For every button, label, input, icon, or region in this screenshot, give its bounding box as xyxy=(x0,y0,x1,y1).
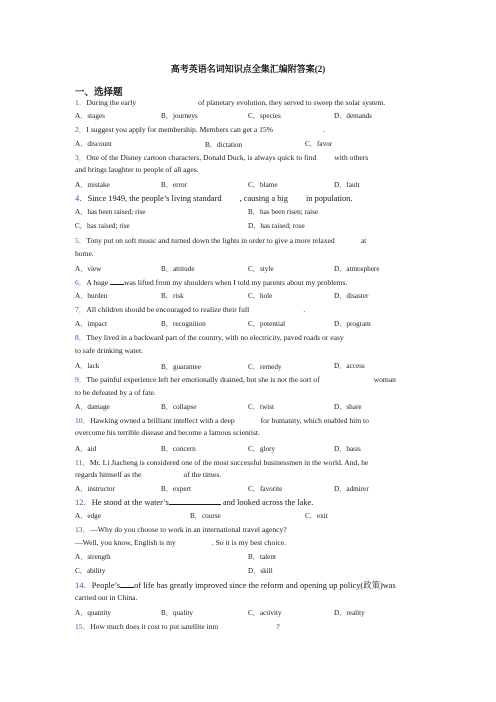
option-b: B．recognition xyxy=(161,320,206,328)
section-heading: 一、选择题 xyxy=(75,88,123,98)
document-title: 高考英语名词知识点全集汇编附答案(2) xyxy=(170,64,326,74)
option-d: D．access xyxy=(334,362,365,370)
question-4: 4．Since 1949, the people’s living standard , causing a big in population. xyxy=(75,194,353,203)
option-b: B．concern xyxy=(161,445,196,453)
option-d: D．disaster xyxy=(334,292,369,300)
option-c: C．activity xyxy=(248,609,282,617)
option-d: D．admirer xyxy=(334,485,369,493)
option-a: A．has been raised; rise xyxy=(75,208,146,216)
option-c: C．exit xyxy=(305,512,328,520)
question-11: 11．Mr. Li Jiacheng is considered one of the most successful businessmen in the world. And, he xyxy=(75,458,369,467)
option-d: D．has raised; rose xyxy=(248,222,305,230)
option-b: B．expert xyxy=(161,485,191,493)
question-10: 10．Hawking owned a brilliant intellect with a deep for humanity, which enabled him to xyxy=(75,416,369,425)
option-c: C．remedy xyxy=(248,363,282,371)
option-a: A．instructor xyxy=(75,485,115,493)
option-b: B．guarantee xyxy=(161,363,201,371)
option-a: A．view xyxy=(75,265,102,273)
question-2: 2．I suggest you apply for membership. Members can get a 15% . xyxy=(75,125,325,134)
option-b: B．attitude xyxy=(161,265,195,273)
option-c: C．twist xyxy=(248,403,274,411)
option-a: A．aid xyxy=(75,445,97,453)
option-a: A．discount xyxy=(75,140,112,148)
question-number: 1． xyxy=(75,98,87,107)
option-c: C．glory xyxy=(248,445,276,453)
option-c: C．ability xyxy=(75,567,106,575)
option-d: D．share xyxy=(334,403,362,411)
option-c: C．potential xyxy=(248,320,286,328)
question-13: 13．—Why do you choose to work in an international travel agency? xyxy=(75,525,287,534)
option-c: C．blame xyxy=(248,181,278,189)
option-a: A．lack xyxy=(75,362,100,370)
option-c: C．species xyxy=(248,112,281,120)
question-9: 9．The painful experience left her emotionally drained, but she is not the sort of woman xyxy=(75,375,396,384)
option-d: D．basis xyxy=(334,445,361,453)
option-b: B．quality xyxy=(161,609,193,617)
question-6: 6．A huge was lifted from my shoulders when I told my parents about my problems. xyxy=(75,278,348,287)
option-c: C．favor xyxy=(305,140,333,148)
option-d: D．reality xyxy=(334,609,365,617)
option-c: C．style xyxy=(248,265,274,273)
option-a: A．mistake xyxy=(75,181,110,189)
option-a: A．stages xyxy=(75,112,105,120)
option-a: A．burden xyxy=(75,292,108,300)
question-3: 3．One of the Disney cartoon characters, Donald Duck, is always quick to find with others xyxy=(75,153,369,162)
option-a: A．damage xyxy=(75,403,110,411)
question-1: 1．During the early of planetary evolution, they served to sweep the solar system. xyxy=(75,98,386,107)
option-a: A．edge xyxy=(75,512,101,520)
option-b: B．dictation xyxy=(205,141,243,149)
option-d: D．atmosphere xyxy=(334,265,380,273)
question-14: 14．People’s of life has greatly improved since the reform and opening up policy(政策)was xyxy=(75,581,396,590)
option-c: C．hole xyxy=(248,292,273,300)
document-page: 高考英语名词知识点全集汇编附答案(2) 一、选择题 1．During the early of planetary evolution, they served to sweep the solar system. A．stages B．journeys C．species D．demands 2．I suggest you apply for membership. Members can get a 15% . A．discount B．dictation C．favor 3．One of the Disney cartoon characters, Donald Duck, is always quick to find with others and brings laughter to people of all ages. A．mistake B．error C．blame D．fault 4．Since 1949, the people’s living standard , causing a big in population. A．has been raised; rise B．has been risen; raise C．has raised; rise D．has raised; rose 5．Tony put on soft music and turned down the lights in order to give a more relaxed at home. A．view B．attitude C．style D．atmosphere 6．A huge was lifted from my shoulders when I told my parents about my problems. A．burden B．risk C．hole D．disaster 7．All children should be encouraged to realize their full . A．impact B．recognition C．potential D．program 8．They lived in a backward part of the country, with no electricity, paved roads or easy to safe drinking water. A．lack B．guarantee C．remedy D．access 9．The painful experience left her emotionally drained, but she is not the sort of woman to be defeated by a of fate. A．damage B．collapse C．twist D．share 10．Hawking owned a brilliant intellect with a deep for humanity, which enabled him to overcome his terrible disease and become a famous scientist. A．aid B．concern C．glory D．basis 11．Mr. Li Jiacheng is considered one of the most successful businessmen in the world. And, he regards himself as the of the times. A．instructor B．expert C．favorite D．admirer 12．He stood at the water’s and looked across the lake. A．edge B．course C．exit 13．—Why do you choose to work in an international travel agency? —Well, you know, English is my . So it is my best choice. A．strength B．talent C．ability D．skill 14．People’s of life has greatly improved since the reform and opening up policy(政策)was carried out in China. A．quantity B．quality C．activity D．reality 15．How much does it cost to put satellite into ? xyxy=(0,0,496,702)
option-b: B．journeys xyxy=(161,112,198,120)
question-12: 12．He stood at the water’s and looked across the lake. xyxy=(75,498,314,507)
option-d: D．skill xyxy=(248,567,273,575)
option-b: B．risk xyxy=(161,292,184,300)
option-d: D．demands xyxy=(334,112,372,120)
question-7: 7．All children should be encouraged to realize their full . xyxy=(75,305,306,314)
option-b: B．error xyxy=(161,181,187,189)
option-d: D．fault xyxy=(334,181,360,189)
question-15: 15．How much does it cost to put satellite into ? xyxy=(75,622,280,631)
option-c: C．favorite xyxy=(248,485,283,493)
option-c: C．has raised; rise xyxy=(75,222,130,230)
question-8: 8．They lived in a backward part of the country, with no electricity, paved roads or easy xyxy=(75,333,344,342)
option-a: A．impact xyxy=(75,320,107,328)
option-b: B．has been risen; raise xyxy=(248,208,319,216)
option-a: A．strength xyxy=(75,553,111,561)
option-a: A．quantity xyxy=(75,609,111,617)
option-b: B．course xyxy=(190,512,221,520)
question-5: 5．Tony put on soft music and turned down the lights in order to give a more relaxed at xyxy=(75,236,367,245)
option-d: D．program xyxy=(334,320,371,328)
option-b: B．collapse xyxy=(161,403,197,411)
option-b: B．talent xyxy=(248,553,276,561)
